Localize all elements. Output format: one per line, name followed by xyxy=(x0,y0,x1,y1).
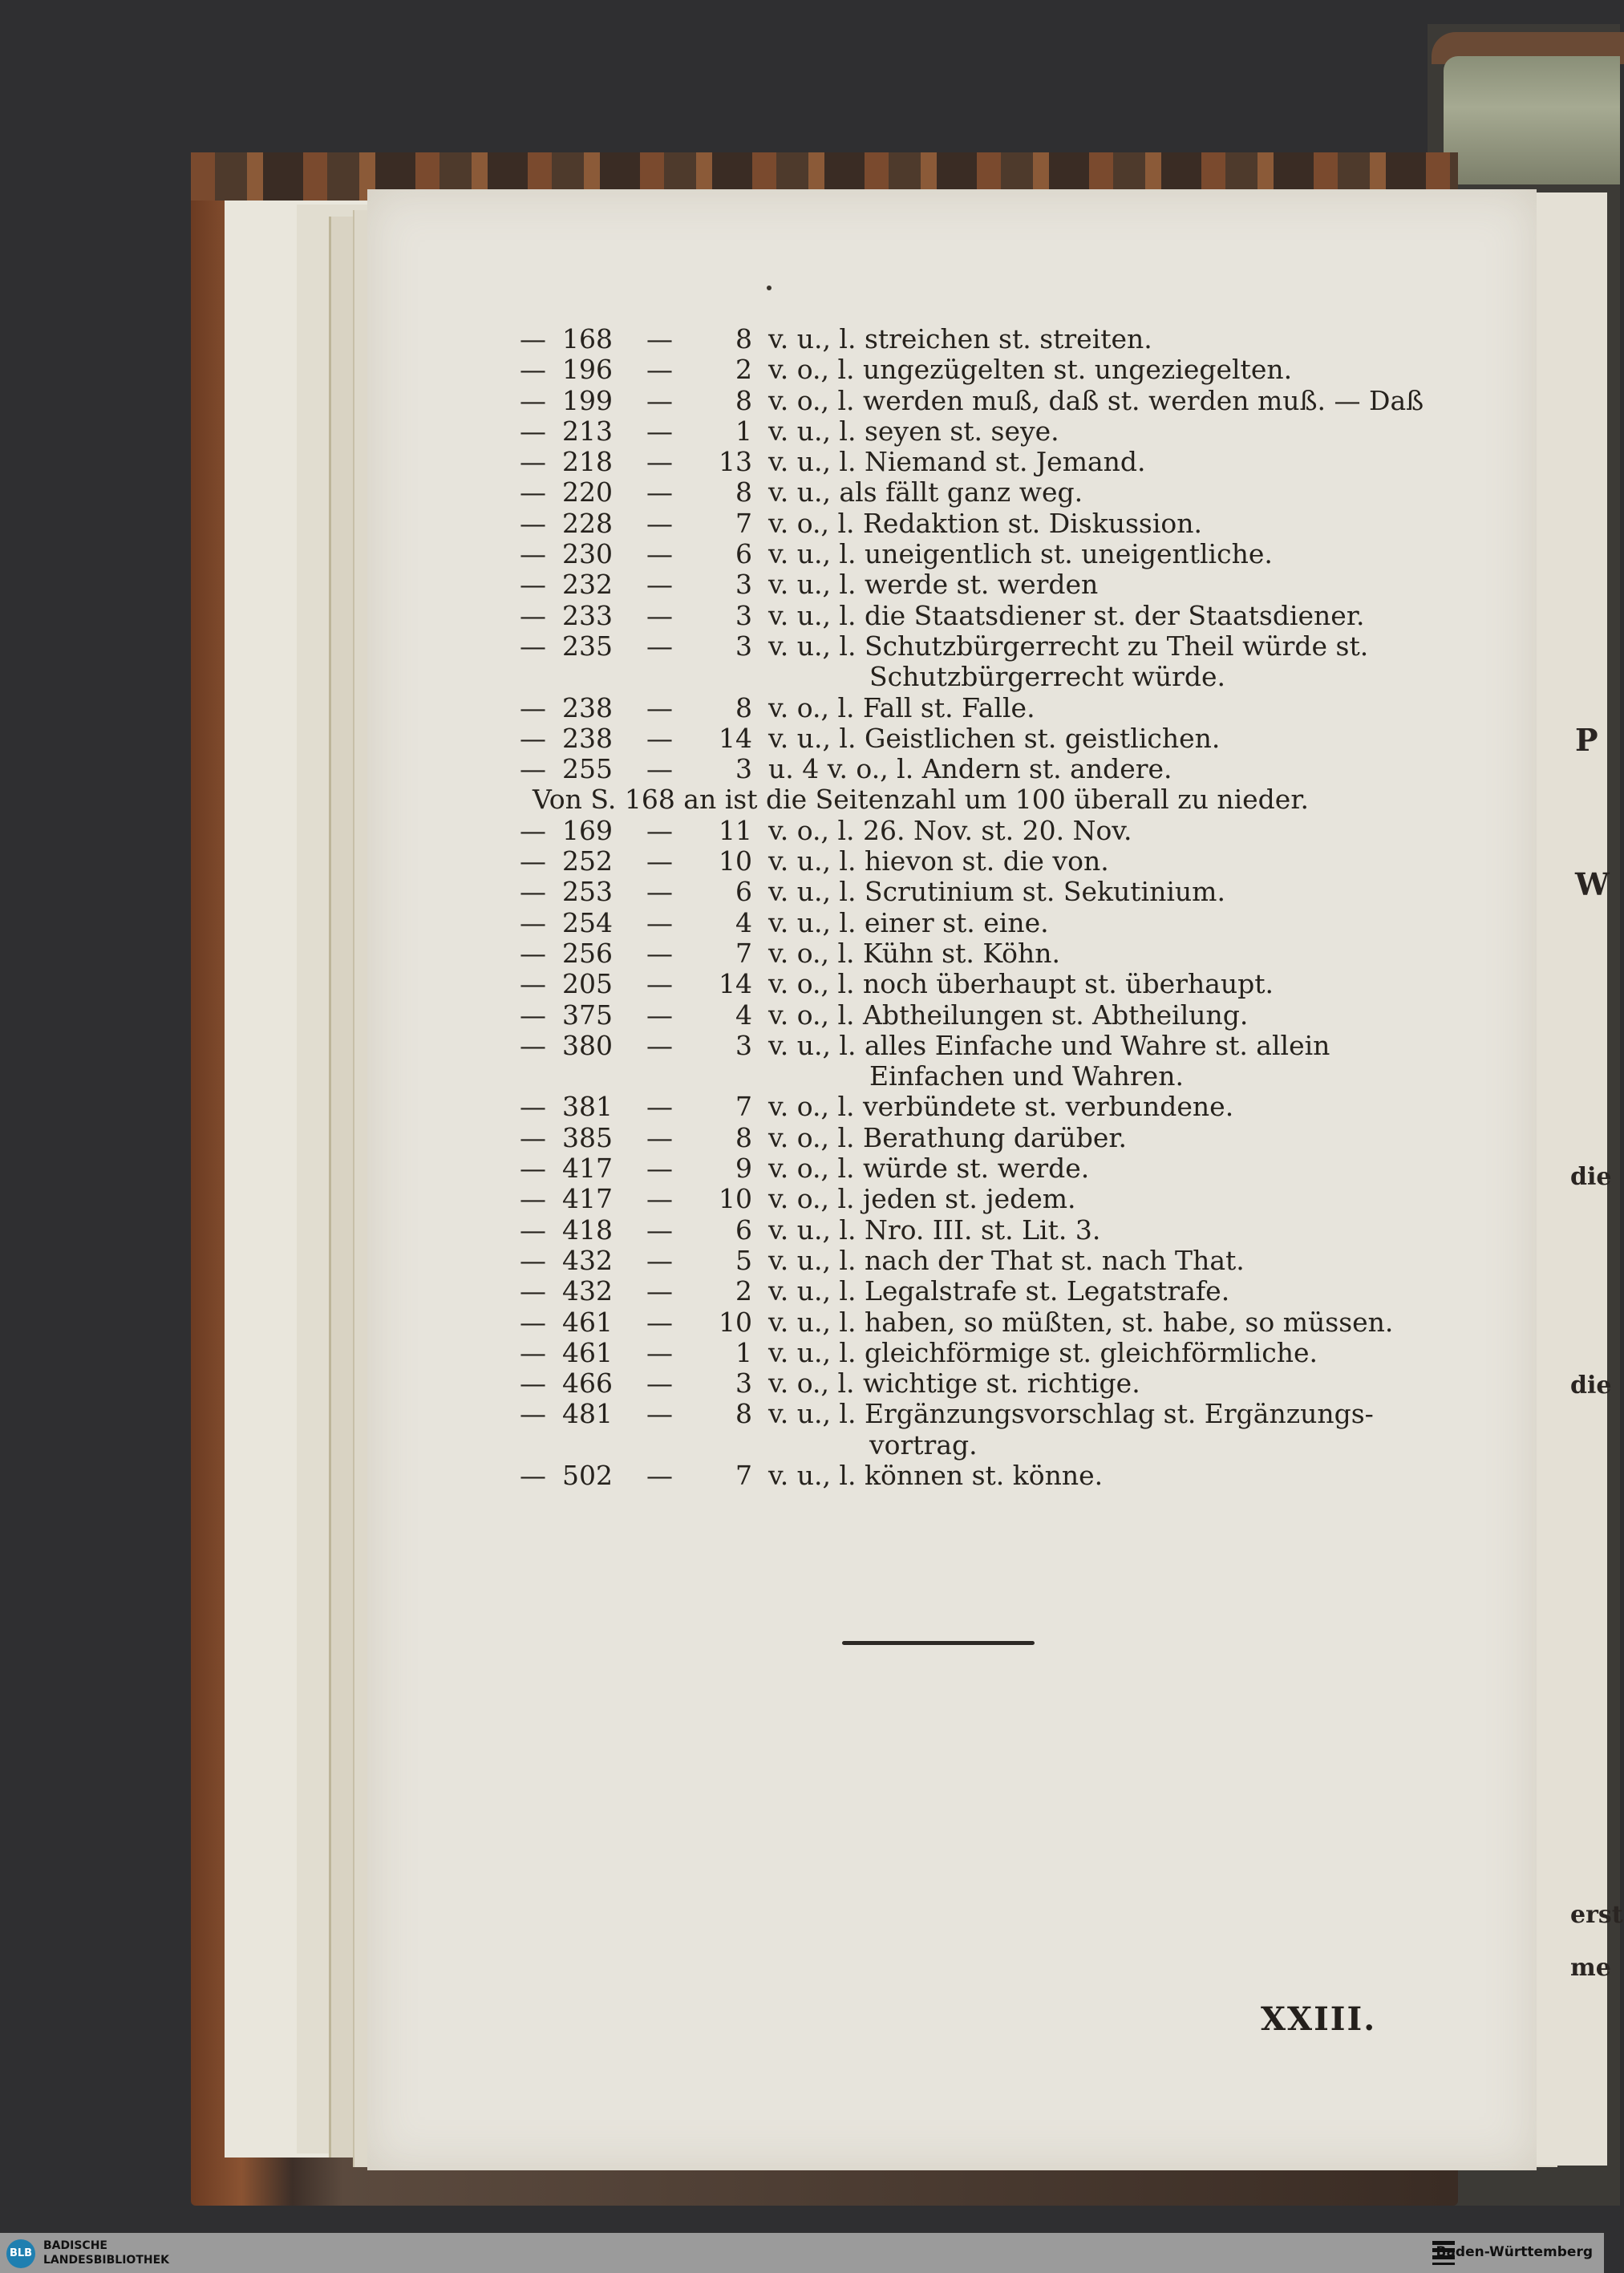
entry-dash: — xyxy=(520,476,546,508)
facing-page-fragment: W xyxy=(1575,866,1610,902)
entry-dash: — xyxy=(520,1367,546,1400)
entry-dash: — xyxy=(520,630,546,662)
entry-correction: v. u., l. Nro. III. st. Lit. 3. xyxy=(768,1213,1101,1246)
library-name-line2: LANDESBIBLIOTHEK xyxy=(43,2254,170,2267)
entry-line: 14 xyxy=(719,968,752,1000)
entry-line: 8 xyxy=(735,476,752,508)
entry-line: 7 xyxy=(735,507,752,539)
errata-entry xyxy=(496,846,1442,877)
entry-dash: — xyxy=(520,1459,546,1491)
entry-correction: v. u., l. Schutzbürgerrecht zu Theil würde st. xyxy=(768,630,1369,662)
entry-dash: — xyxy=(646,384,673,416)
entry-line: 8 xyxy=(735,691,752,723)
entry-dash: — xyxy=(646,1121,673,1153)
entry-correction: v. u., l. Geistlichen st. geistlichen. xyxy=(768,722,1221,754)
entry-correction: v. u., l. nach der That st. nach That. xyxy=(768,1244,1245,1276)
entry-dash: — xyxy=(646,538,673,570)
entry-dash: — xyxy=(520,1091,546,1123)
state-label[interactable]: Baden-Württemberg xyxy=(1436,2244,1593,2260)
entry-dash: — xyxy=(646,1213,673,1246)
page-mark xyxy=(767,286,772,290)
entry-line: 3 xyxy=(735,569,752,601)
entry-line: 8 xyxy=(735,1398,752,1430)
errata-entry xyxy=(496,1123,1442,1153)
entry-page: 481 xyxy=(562,1398,613,1430)
entry-continuation: Einfachen und Wahren. xyxy=(869,1060,1184,1092)
entry-correction: v. o., l. noch überhaupt st. überhaupt. xyxy=(768,968,1274,1000)
errata-entry xyxy=(496,1153,1442,1184)
entry-line: 6 xyxy=(735,876,752,908)
entry-line: 14 xyxy=(719,722,752,754)
entry-line: 8 xyxy=(735,323,752,355)
entry-correction: v. o., l. ungezügelten st. ungeziegelten. xyxy=(768,354,1293,386)
errata-entry xyxy=(496,355,1442,385)
entry-correction: v. o., l. Berathung darüber. xyxy=(768,1121,1127,1153)
errata-entry xyxy=(496,477,1442,508)
entry-dash: — xyxy=(520,845,546,877)
entry-dash: — xyxy=(520,599,546,631)
entry-line: 3 xyxy=(735,1367,752,1400)
entry-dash: — xyxy=(520,876,546,908)
entry-correction: v. o., l. jeden st. jedem. xyxy=(768,1183,1076,1215)
entry-dash: — xyxy=(646,446,673,478)
entry-dash: — xyxy=(520,1213,546,1246)
errata-entry xyxy=(496,908,1442,938)
entry-page: 238 xyxy=(562,691,613,723)
errata-entry xyxy=(496,1399,1442,1429)
entry-page: 252 xyxy=(562,845,613,877)
entry-correction: v. o., l. Kühn st. Köhn. xyxy=(768,937,1060,969)
facing-page-fragment: erst xyxy=(1570,1901,1623,1929)
entry-continuation: Schutzbürgerrecht würde. xyxy=(869,661,1226,693)
entry-dash: — xyxy=(520,1244,546,1276)
entry-dash: — xyxy=(646,722,673,754)
entry-dash: — xyxy=(646,476,673,508)
entry-dash: — xyxy=(520,1029,546,1061)
adjacent-book-page-edge xyxy=(1444,56,1620,184)
section-end-rule xyxy=(842,1641,1035,1645)
entry-line: 2 xyxy=(735,354,752,386)
entry-page: 232 xyxy=(562,569,613,601)
entry-correction: v. u., l. Ergänzungsvorschlag st. Ergänzungs- xyxy=(768,1398,1374,1430)
entry-correction: v. u., l. hievon st. die von. xyxy=(768,845,1109,877)
entry-dash: — xyxy=(520,1398,546,1430)
entry-page: 417 xyxy=(562,1183,613,1215)
entry-correction: v. o., l. 26. Nov. st. 20. Nov. xyxy=(768,814,1132,846)
entry-line: 10 xyxy=(719,845,752,877)
entry-correction: v. u., l. einer st. eine. xyxy=(768,906,1049,938)
entry-dash: — xyxy=(646,1336,673,1368)
entry-page: 196 xyxy=(562,354,613,386)
entry-page: 228 xyxy=(562,507,613,539)
entry-line: 5 xyxy=(735,1244,752,1276)
entry-correction: u. 4 v. o., l. Andern st. andere. xyxy=(768,753,1172,785)
entry-line: 10 xyxy=(719,1183,752,1215)
errata-entry xyxy=(496,1000,1442,1031)
entry-page: 238 xyxy=(562,722,613,754)
entry-page: 502 xyxy=(562,1459,613,1491)
errata-entry xyxy=(496,1031,1442,1061)
entry-correction: v. u., l. Legalstrafe st. Legatstrafe. xyxy=(768,1275,1230,1307)
entry-line: 7 xyxy=(735,937,752,969)
entry-page: 233 xyxy=(562,599,613,631)
library-name-line1: BADISCHE xyxy=(43,2239,107,2252)
entry-dash: — xyxy=(646,354,673,386)
entry-dash: — xyxy=(646,906,673,938)
errata-list xyxy=(496,324,1442,1491)
entry-correction: v. u., l. alles Einfache und Wahre st. allein xyxy=(768,1029,1330,1061)
entry-page: 461 xyxy=(562,1306,613,1338)
entry-dash: — xyxy=(646,569,673,601)
entry-page: 418 xyxy=(562,1213,613,1246)
entry-correction: v. u., l. uneigentlich st. uneigentliche. xyxy=(768,538,1273,570)
entry-page: 169 xyxy=(562,814,613,846)
entry-correction: v. o., l. wichtige st. richtige. xyxy=(768,1367,1140,1400)
entry-dash: — xyxy=(646,1153,673,1185)
library-logo-icon: BLB xyxy=(6,2239,35,2268)
entry-correction: v. u., l. haben, so müßten, st. habe, so müssen. xyxy=(768,1306,1394,1338)
entry-dash: — xyxy=(520,906,546,938)
entry-page: 466 xyxy=(562,1367,613,1400)
errata-entry xyxy=(496,693,1442,723)
entry-dash: — xyxy=(520,1183,546,1215)
errata-entry xyxy=(496,601,1442,631)
errata-entry xyxy=(496,1307,1442,1338)
errata-entry xyxy=(496,631,1442,662)
entry-dash: — xyxy=(520,354,546,386)
entry-dash: — xyxy=(520,1336,546,1368)
errata-entry xyxy=(496,1215,1442,1246)
entry-dash: — xyxy=(646,814,673,846)
entry-dash: — xyxy=(520,384,546,416)
entry-dash: — xyxy=(646,999,673,1031)
entry-line: 4 xyxy=(735,999,752,1031)
entry-dash: — xyxy=(646,1459,673,1491)
errata-entry xyxy=(496,1092,1442,1122)
entry-correction: v. u., l. Scrutinium st. Sekutinium. xyxy=(768,876,1225,908)
entry-line: 9 xyxy=(735,1153,752,1185)
entry-page: 255 xyxy=(562,753,613,785)
errata-entry xyxy=(496,569,1442,600)
entry-line: 8 xyxy=(735,384,752,416)
entry-dash: — xyxy=(646,507,673,539)
entry-dash: — xyxy=(520,814,546,846)
entry-line: 13 xyxy=(719,446,752,478)
entry-dash: — xyxy=(646,1244,673,1276)
entry-correction: v. u., l. die Staatsdiener st. der Staatsdiener. xyxy=(768,599,1365,631)
entry-line: 10 xyxy=(719,1306,752,1338)
entry-dash: — xyxy=(520,507,546,539)
facing-page-fragment: me xyxy=(1570,1954,1611,1982)
entry-dash: — xyxy=(646,415,673,447)
errata-entry xyxy=(496,1368,1442,1399)
entry-page: 256 xyxy=(562,937,613,969)
errata-entry xyxy=(496,1276,1442,1307)
entry-dash: — xyxy=(646,1029,673,1061)
entry-page: 168 xyxy=(562,323,613,355)
entry-correction: v. o., l. werden muß, daß st. werden muß. — Daß xyxy=(768,384,1424,416)
entry-dash: — xyxy=(646,1091,673,1123)
entry-dash: — xyxy=(646,1183,673,1215)
entry-dash: — xyxy=(520,937,546,969)
entry-line: 7 xyxy=(735,1459,752,1491)
entry-dash: — xyxy=(646,691,673,723)
entry-page: 253 xyxy=(562,876,613,908)
entry-correction: v. o., l. Abtheilungen st. Abtheilung. xyxy=(768,999,1249,1031)
entry-dash: — xyxy=(520,569,546,601)
entry-correction: v. u., l. werde st. werden xyxy=(768,569,1099,601)
entry-line: 2 xyxy=(735,1275,752,1307)
errata-entry xyxy=(496,386,1442,416)
entry-dash: — xyxy=(520,968,546,1000)
entry-line: 11 xyxy=(719,814,752,846)
entry-dash: — xyxy=(646,1275,673,1307)
entry-dash: — xyxy=(646,599,673,631)
entry-dash: — xyxy=(646,1398,673,1430)
errata-entry xyxy=(496,416,1442,447)
entry-correction: v. u., l. können st. könne. xyxy=(768,1459,1104,1491)
entry-line: 1 xyxy=(735,415,752,447)
entry-dash: — xyxy=(520,1121,546,1153)
errata-entry xyxy=(496,938,1442,969)
entry-correction: v. o., l. Redaktion st. Diskussion. xyxy=(768,507,1203,539)
facing-page-fragment: die xyxy=(1570,1163,1612,1191)
entry-line: 1 xyxy=(735,1336,752,1368)
entry-line: 3 xyxy=(735,1029,752,1061)
errata-entry xyxy=(496,508,1442,539)
entry-line: 6 xyxy=(735,538,752,570)
errata-entry xyxy=(496,754,1442,784)
entry-dash: — xyxy=(520,538,546,570)
entry-dash: — xyxy=(646,937,673,969)
entry-dash: — xyxy=(520,722,546,754)
errata-entry xyxy=(496,816,1442,846)
entry-dash: — xyxy=(646,630,673,662)
entry-line: 8 xyxy=(735,1121,752,1153)
entry-continuation: vortrag. xyxy=(869,1428,978,1461)
entry-dash: — xyxy=(520,1275,546,1307)
entry-page: 375 xyxy=(562,999,613,1031)
entry-line: 6 xyxy=(735,1213,752,1246)
pagination-note: Von S. 168 an ist die Seitenzahl um 100 überall zu nieder. xyxy=(533,784,1309,816)
entry-dash: — xyxy=(520,999,546,1031)
errata-entry xyxy=(496,539,1442,569)
entry-line: 4 xyxy=(735,906,752,938)
entry-page: 432 xyxy=(562,1275,613,1307)
entry-dash: — xyxy=(646,845,673,877)
entry-dash: — xyxy=(520,691,546,723)
errata-entry xyxy=(496,1184,1442,1214)
entry-dash: — xyxy=(646,323,673,355)
entry-line: 3 xyxy=(735,753,752,785)
errata-entry xyxy=(496,447,1442,477)
entry-correction: v. o., l. verbündete st. verbundene. xyxy=(768,1091,1234,1123)
entry-dash: — xyxy=(520,1153,546,1185)
page-number: XXIII. xyxy=(1261,2000,1377,2038)
entry-dash: — xyxy=(646,1367,673,1400)
footer-bar xyxy=(0,2233,1604,2273)
entry-correction: v. u., l. streichen st. streiten. xyxy=(768,323,1152,355)
entry-page: 432 xyxy=(562,1244,613,1276)
facing-page-fragment: die xyxy=(1570,1371,1612,1400)
entry-correction: v. o., l. Fall st. Falle. xyxy=(768,691,1035,723)
entry-correction: v. u., als fällt ganz weg. xyxy=(768,476,1083,508)
entry-page: 381 xyxy=(562,1091,613,1123)
entry-page: 385 xyxy=(562,1121,613,1153)
entry-dash: — xyxy=(646,753,673,785)
entry-correction: v. u., l. seyen st. seye. xyxy=(768,415,1059,447)
errata-entry xyxy=(496,969,1442,999)
errata-entry xyxy=(496,1246,1442,1276)
entry-page: 213 xyxy=(562,415,613,447)
entry-page: 254 xyxy=(562,906,613,938)
entry-correction: v. o., l. würde st. werde. xyxy=(768,1153,1090,1185)
entry-page: 380 xyxy=(562,1029,613,1061)
errata-entry xyxy=(496,324,1442,355)
facing-page-fragment: P xyxy=(1575,722,1598,758)
entry-dash: — xyxy=(646,1306,673,1338)
entry-dash: — xyxy=(646,876,673,908)
errata-entry xyxy=(496,1461,1442,1491)
entry-line: 7 xyxy=(735,1091,752,1123)
facing-page xyxy=(1532,192,1623,2166)
entry-page: 461 xyxy=(562,1336,613,1368)
entry-correction: v. u., l. gleichförmige st. gleichförmliche. xyxy=(768,1336,1318,1368)
entry-dash: — xyxy=(520,1306,546,1338)
entry-page: 220 xyxy=(562,476,613,508)
entry-correction: v. u., l. Niemand st. Jemand. xyxy=(768,446,1146,478)
library-name[interactable] xyxy=(43,2239,169,2267)
entry-page: 417 xyxy=(562,1153,613,1185)
entry-line: 3 xyxy=(735,599,752,631)
entry-page: 199 xyxy=(562,384,613,416)
entry-page: 230 xyxy=(562,538,613,570)
errata-entry xyxy=(496,1338,1442,1368)
entry-page: 235 xyxy=(562,630,613,662)
entry-dash: — xyxy=(520,446,546,478)
entry-page: 205 xyxy=(562,968,613,1000)
entry-page: 218 xyxy=(562,446,613,478)
entry-dash: — xyxy=(520,415,546,447)
errata-entry xyxy=(496,723,1442,754)
entry-dash: — xyxy=(520,753,546,785)
errata-entry xyxy=(496,877,1442,907)
entry-dash: — xyxy=(520,323,546,355)
entry-dash: — xyxy=(646,968,673,1000)
entry-line: 3 xyxy=(735,630,752,662)
